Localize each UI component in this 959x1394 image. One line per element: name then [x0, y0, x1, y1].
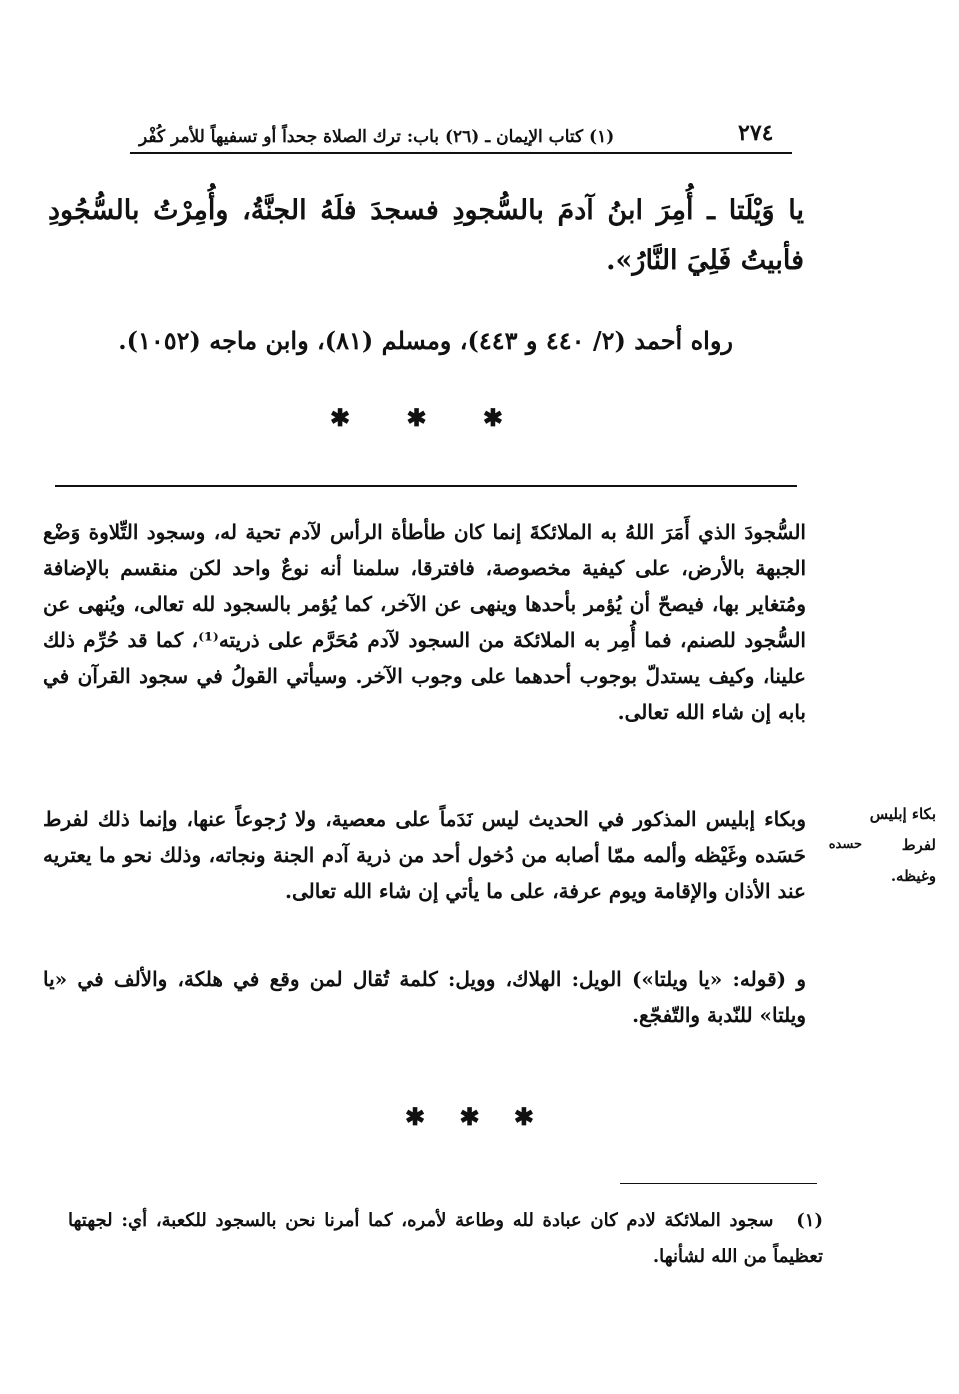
- footnote-rule: [620, 1183, 817, 1184]
- narration-source: رواه أحمد (٢/ ٤٤٠ و ٤٤٣)، ومسلم (٨١)، وابن ماجه (١٠٥٢).: [118, 326, 733, 355]
- margin-note-line-2b: حسده: [828, 837, 862, 852]
- footnote-number: (١): [796, 1210, 823, 1231]
- section-rule: [55, 485, 797, 487]
- page-number: ٢٧٤: [738, 120, 774, 146]
- stars-divider-bottom: ✱ ✱ ✱: [405, 1102, 535, 1131]
- footnote: [68, 1203, 823, 1275]
- running-title: (١) كتاب الإيمان ـ (٢٦) باب: ترك الصلاة جحداً أو تسفيهاً للأمر كُفْر: [139, 127, 615, 147]
- commentary-paragraph-1: السُّجودَ الذي أَمَرَ اللهُ به الملائكةَ إنما كان طأطأة الرأس لآدم تحية له، وسجود التِّلاوة وَضْع الجبهة بالأرض، على كيفية مخصوصة، فافترقا، سلمنا أنه نوعٌ واحد لكن منقسم بالإضافة ومُتغاير بها، فيصحّ أن يُؤمر بأحدها وينهى عن الآخر، كما يُؤمر بالسجود لله تعالى، ويُنهى عن السُّجود للصنم، فما أُمِر به الملائكة من السجود لآدم مُحَرَّم على ذريته⁽¹⁾، كما قد حُرِّم ذلك علينا، وكيف يستدلّ بوجوب أحدهما على وجوب الآخر. وسيأتي القولُ في سجود القرآن في بابه إن شاء الله تعالى.: [43, 520, 806, 724]
- commentary-paragraph-3: و (قوله: «يا ويلتا») الويل: الهلاك، وويل: كلمة تُقال لمن وقع في هلكة، والألف في «يا ويلتا» للنّدبة والتّفجّع.: [43, 967, 806, 1027]
- footnote-text: سجود الملائكة لادم كان عبادة لله وطاعة لأمره، كما أمرنا نحن بالسجود للكعبة، أي: لجهتها تعظيماً من الله لشأنها.: [68, 1210, 823, 1267]
- hadith-text: يا وَيْلَتا ـ أُمِرَ ابنُ آدمَ بالسُّجودِ فسجدَ فلَهُ الجنَّةُ، وأُمِرْتُ بالسُّجُودِ فأبيتُ فَلِيَ النَّارُ».: [48, 195, 804, 276]
- header-rule: [130, 152, 792, 154]
- margin-note-line-1: بكاء إبليس: [869, 805, 936, 823]
- commentary-paragraph-2: وبكاء إبليس المذكور في الحديث ليس نَدَماً على معصية، ولا رُجوعاً عنها، وإنما ذلك لفرط حَسَده وغَيْظه وألمه ممّا أصابه من دُخول أحد من ذرية آدم الجنة ونجاته، وذلك نحو ما يعتريه عند الأذان والإقامة ويوم عرفة، على ما يأتي إن شاء الله تعالى.: [43, 807, 806, 903]
- stars-divider-top: ✱ ✱ ✱: [330, 403, 504, 432]
- margin-note-line-3: وغيظه.: [890, 867, 936, 885]
- margin-note-line-2: لفرط: [901, 836, 936, 854]
